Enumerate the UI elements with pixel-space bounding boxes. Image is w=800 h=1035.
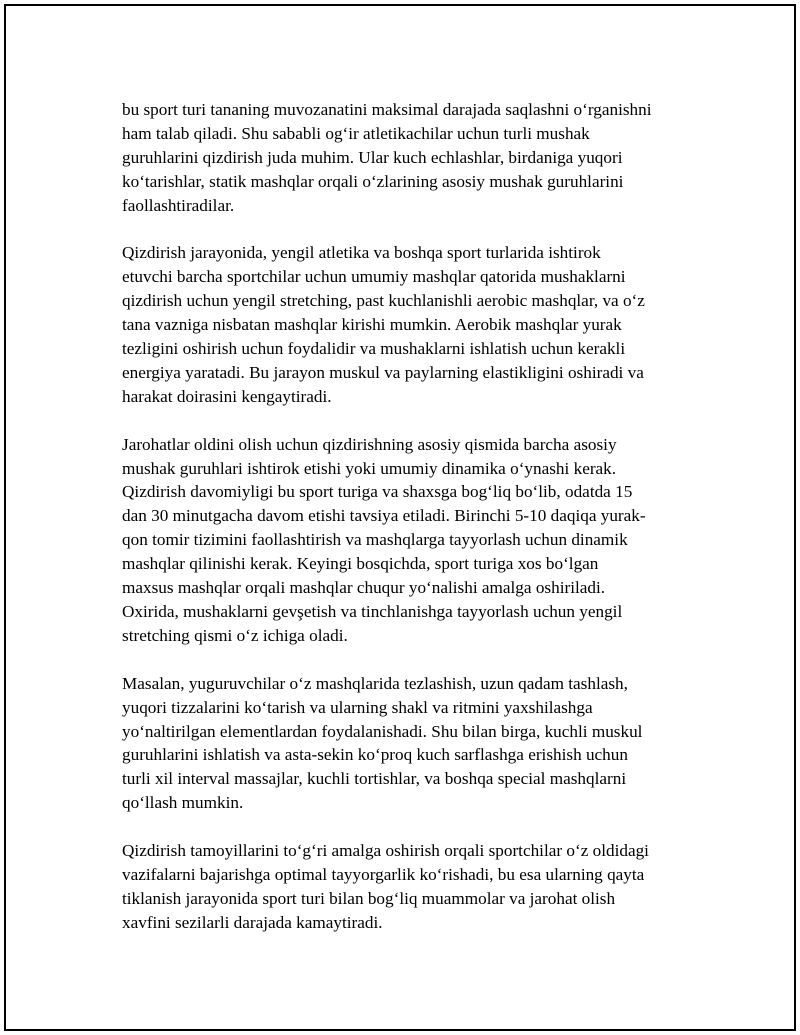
text-line: qon tomir tizimini faollashtirish va mashqlarga tayyorlash uchun dinamik [122, 530, 628, 550]
text-line: maxsus mashqlar orqali mashqlar chuqur yo‘nalishi amalga oshiriladi. [122, 578, 606, 598]
paragraph-4 [122, 672, 702, 815]
paragraph-3 [122, 433, 702, 648]
paragraph-5 [122, 839, 702, 935]
text-line: faollashtiradilar. [122, 195, 235, 215]
text-line: mashqlar qilinishi kerak. Keyingi bosqichda, sport turiga xos bo‘lgan [122, 554, 599, 574]
text-line: stretching qismi o‘z ichiga oladi. [122, 625, 348, 645]
text-line: Qizdirish jarayonida, yengil atletika va boshqa sport turlarida ishtirok [122, 243, 601, 263]
text-line: qo‘llash mumkin. [122, 793, 244, 813]
text-line: dan 30 minutgacha davom etishi tavsiya etiladi. Birinchi 5-10 daqiqa yurak- [122, 506, 646, 526]
text-line: Masalan, yuguruvchilar o‘z mashqlarida tezlashish, uzun qadam tashlash, [122, 673, 628, 693]
text-line: yo‘naltirilgan elementlardan foydalanishadi. Shu bilan birga, kuchli muskul [122, 721, 643, 741]
paragraph-2 [122, 241, 702, 408]
text-line: yuqori tizzalarini ko‘tarish va ularning shakl va ritmini yaxshilashga [122, 697, 593, 717]
text-line: turli xil interval massajlar, kuchli tortishlar, va boshqa special mashqlarni [122, 769, 627, 789]
text-line: Oxirida, mushaklarni gevşetish va tinchlanishga tayyorlash uchun yengil [122, 602, 623, 621]
text-line: Qizdirish tamoyillarini to‘g‘ri amalga oshirish orqali sportchilar o‘z oldidagi [122, 841, 649, 861]
text-line: bu sport turi tananing muvozanatini maksimal darajada saqlashni o‘rganishni [122, 100, 652, 119]
text-line: tezligini oshirish uchun foydalidir va mushaklarni ishlatish uchun kerakli [122, 339, 626, 359]
document-body [122, 98, 702, 959]
text-line: Jarohatlar oldini olish uchun qizdirishning asosiy qismida barcha asosiy [122, 434, 617, 454]
text-line: vazifalarni bajarishga optimal tayyorgarlik ko‘rishadi, bu esa ularning qayta [122, 864, 645, 884]
text-line: guruhlarini ishlatish va asta-sekin ko‘proq kuch sarflashga erishish uchun [122, 745, 628, 765]
text-line: energiya yaratadi. Bu jarayon muskul va paylarning elastikligini oshiradi va [122, 362, 644, 382]
text-line: qizdirish uchun yengil stretching, past kuchlanishli aerobic mashqlar, va o‘z [122, 291, 645, 311]
text-line: harakat doirasini kengaytiradi. [122, 386, 332, 406]
text-line: mushak guruhlari ishtirok etishi yoki umumiy dinamika o‘ynashi kerak. [122, 458, 617, 478]
text-line: ko‘tarishlar, statik mashqlar orqali o‘zlarining asosiy mushak guruhlarini [122, 171, 624, 191]
text-line: xavfini sezilarli darajada kamaytiradi. [122, 912, 383, 932]
text-line: tana vazniga nisbatan mashqlar kirishi mumkin. Aerobik mashqlar yurak [122, 315, 622, 335]
text-line: ham talab qiladi. Shu sababli og‘ir atletikachilar uchun turli mushak [122, 123, 590, 143]
page-frame [4, 4, 796, 1031]
text-line: tiklanish jarayonida sport turi bilan bog‘liq muammolar va jarohat olish [122, 888, 616, 908]
text-line: guruhlarini qizdirish juda muhim. Ular kuch echlashlar, birdaniga yuqori [122, 147, 623, 167]
paragraph-1 [122, 98, 702, 218]
text-line: Qizdirish davomiyligi bu sport turiga va shaxsga bog‘liq bo‘lib, odatda 15 [122, 482, 633, 502]
text-line: etuvchi barcha sportchilar uchun umumiy mashqlar qatorida mushaklarni [122, 267, 626, 287]
